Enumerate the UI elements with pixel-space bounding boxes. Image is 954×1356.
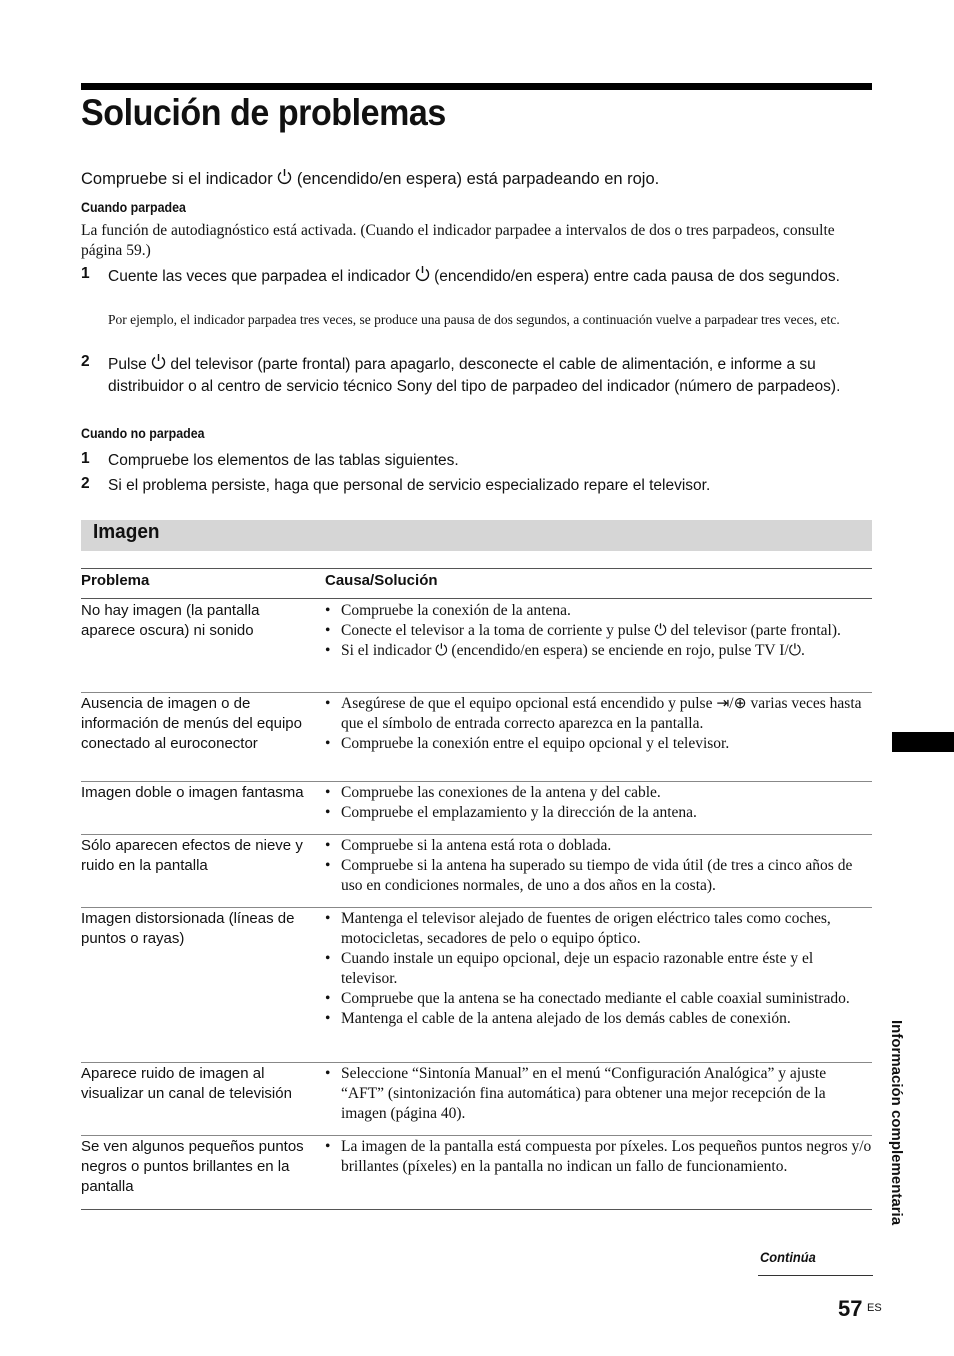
solution-list <box>325 694 872 754</box>
solution-item: • Seleccione “Sintonía Manual” en el menú “Configuración Analógica” y ajuste “AFT” (sintonización fina automática) para obtener una mejor recepción de la imagen (página 40). <box>325 1064 872 1124</box>
row-divider <box>81 1135 872 1136</box>
continues-rule <box>758 1275 873 1276</box>
title-rule <box>81 83 872 90</box>
solution-item: • Compruebe el emplazamiento y la dirección de la antena. <box>325 803 872 823</box>
solution-item: • Mantenga el televisor alejado de fuentes de origen eléctrico tales como coches, motocicletas, secadores de pelo o equipo óptico. <box>325 909 872 949</box>
section-bar <box>81 520 872 551</box>
intro-before: Compruebe si el indicador <box>81 170 273 188</box>
blink-step2-number: 2 <box>81 353 90 370</box>
blink-step1-before: Cuente las veces que parpadea el indicador <box>108 268 411 285</box>
solution-list <box>325 909 872 1029</box>
side-tab-marker <box>892 732 954 752</box>
solution-list <box>325 1137 872 1177</box>
solution-item: • Compruebe la conexión de la antena. <box>325 601 872 621</box>
solution-item: • Mantenga el cable de la antena alejado de los demás cables de conexión. <box>325 1009 872 1029</box>
power-icon <box>415 265 430 288</box>
row-divider <box>81 781 872 782</box>
blink-step2 <box>108 353 872 397</box>
problem-cell: Sólo aparecen efectos de nieve y ruido en la pantalla <box>81 837 303 874</box>
row-divider <box>81 1062 872 1063</box>
noblink-step2: Si el problema persiste, haga que personal de servicio especializado repare el televisor. <box>108 477 711 494</box>
intro-after: (encendido/en espera) está parpadeando en rojo. <box>296 170 660 188</box>
page-language: ES <box>867 1302 882 1314</box>
problem-cell: Se ven algunos pequeños puntos negros o puntos brillantes en la pantalla <box>81 1138 304 1195</box>
solution-item: • Compruebe si la antena ha superado su tiempo de vida útil (de tres a cinco años de uso en condiciones normales, de uno a dos años en la costa). <box>325 856 872 896</box>
section-title: Imagen <box>93 521 160 543</box>
blink-heading: Cuando parpadea <box>81 200 186 215</box>
page-title: Solución de problemas <box>81 92 446 133</box>
problem-cell: Imagen distorsionada (líneas de puntos o rayas) <box>81 910 295 947</box>
problem-cell: Imagen doble o imagen fantasma <box>81 784 304 801</box>
solution-item: • La imagen de la pantalla está compuesta por píxeles. Los pequeños puntos negros y/o brillantes (píxeles) en la pantalla no indican un fallo de funcionamiento. <box>325 1137 872 1177</box>
row-divider <box>81 1209 872 1210</box>
row-divider <box>81 907 872 908</box>
continues-label: Continúa <box>760 1249 816 1265</box>
problem-cell: Ausencia de imagen o de información de menús del equipo conectado al euroconector <box>81 695 302 752</box>
table-rule <box>81 598 872 599</box>
column-header-problem: Problema <box>81 572 150 589</box>
solution-list <box>325 836 872 896</box>
intro-line <box>81 168 659 190</box>
page-number: 57 <box>838 1296 863 1321</box>
column-header-solution: Causa/Solución <box>325 572 438 589</box>
solution-item: • Asegúrese de que el equipo opcional está encendido y pulse ⇥/⊕ varias veces hasta que el símbolo de entrada correcto aparezca en la pantalla. <box>325 694 872 734</box>
noblink-step1: Compruebe los elementos de las tablas siguientes. <box>108 452 459 469</box>
solution-item: • Compruebe las conexiones de la antena y del cable. <box>325 783 872 803</box>
solution-list <box>325 1064 872 1124</box>
solution-item: • Compruebe si la antena está rota o doblada. <box>325 836 872 856</box>
noblink-heading: Cuando no parpadea <box>81 426 205 441</box>
blink-step1-after: (encendido/en espera) entre cada pausa de dos segundos. <box>434 268 840 285</box>
blink-description: La función de autodiagnóstico está activada. (Cuando el indicador parpadee a intervalos de dos o tres parpadeos, consulte página 59.) <box>81 222 835 259</box>
row-divider <box>81 692 872 693</box>
power-icon <box>277 168 292 190</box>
solution-item: • Si el indicador ⏻ (encendido/en espera) se enciende en rojo, pulse TV I/⏻. <box>325 641 872 661</box>
solution-item: • Compruebe que la antena se ha conectado mediante el cable coaxial suministrado. <box>325 989 872 1009</box>
problem-cell: Aparece ruido de imagen al visualizar un canal de televisión <box>81 1065 292 1102</box>
blink-step2-after: del televisor (parte frontal) para apagarlo, desconecte el cable de alimentación, e informe a su distribuidor o al centro de servicio técnico Sony del tipo de parpadeo del indicador (número de parpadeos). <box>108 356 841 395</box>
solution-list <box>325 601 872 661</box>
solution-item: • Cuando instale un equipo opcional, deje un espacio razonable entre éste y el televisor. <box>325 949 872 989</box>
problem-cell: No hay imagen (la pantalla aparece oscura) ni sonido <box>81 602 260 639</box>
blink-step1-note: Por ejemplo, el indicador parpadea tres veces, se produce una pausa de dos segundos, a continuación vuelve a parpadear tres veces, etc. <box>108 312 840 327</box>
blink-step1-number: 1 <box>81 265 90 282</box>
power-icon <box>151 353 166 376</box>
noblink-step2-number: 2 <box>81 475 90 492</box>
solution-list <box>325 783 872 823</box>
blink-step1 <box>108 265 872 288</box>
solution-item: • Conecte el televisor a la toma de corriente y pulse ⏻ del televisor (parte frontal). <box>325 621 872 641</box>
noblink-step1-number: 1 <box>81 450 90 467</box>
row-divider <box>81 834 872 835</box>
blink-step2-before: Pulse <box>108 356 147 373</box>
table-rule <box>81 568 872 569</box>
side-section-label: Información complementaria <box>888 1020 905 1226</box>
solution-item: • Compruebe la conexión entre el equipo opcional y el televisor. <box>325 734 872 754</box>
